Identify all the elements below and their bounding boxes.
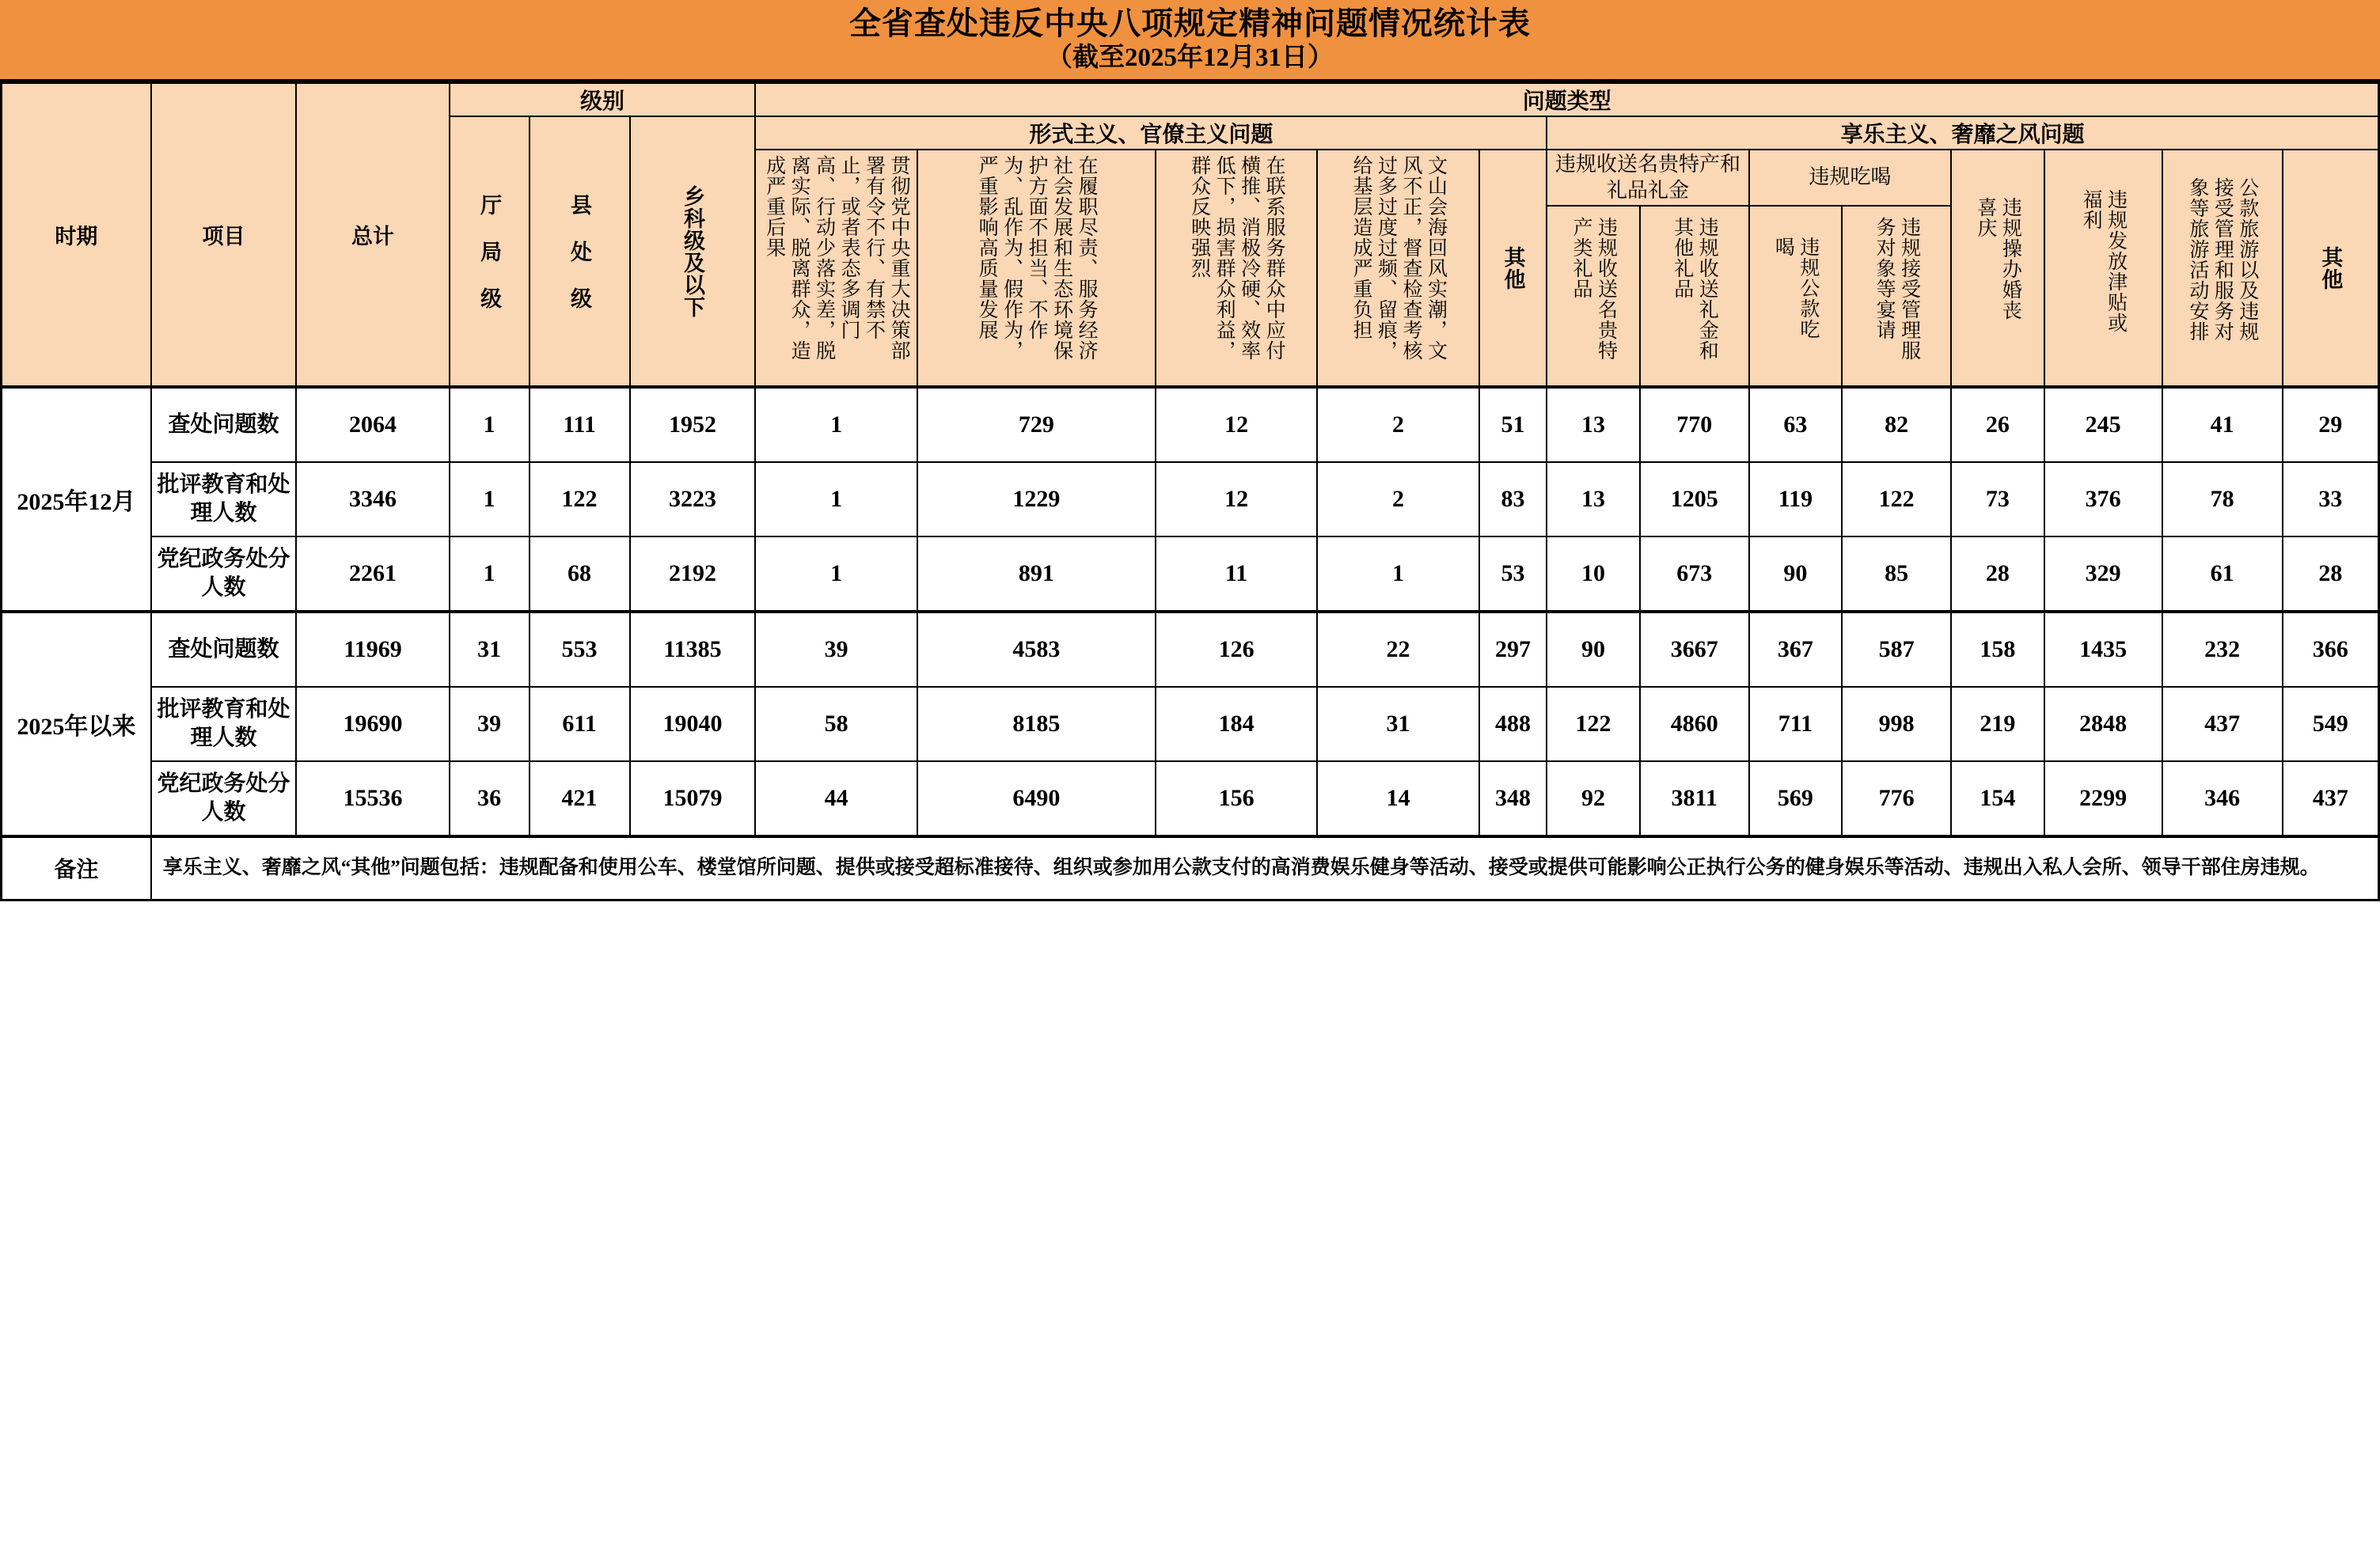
cell-level-2: 11385 [630, 612, 756, 687]
col-header-formalism-1: 贯彻党中央重大决策部署有令不行、有禁不止，或者表态多调门高、行动少落实差，脱离实际、脱离群众，造成严重后果 [755, 150, 917, 387]
cell-hedonism-0: 90 [1547, 612, 1639, 687]
col-header-group-hedonism: 享乐主义、奢靡之风问题 [1547, 116, 2378, 150]
table-footnote-row [2, 836, 2379, 900]
cell-hedonism-7: 29 [2283, 387, 2379, 462]
cell-hedonism-6: 437 [2162, 687, 2283, 761]
row-header-item: 批评教育和处理人数 [151, 687, 297, 761]
cell-hedonism-2: 119 [1749, 462, 1842, 536]
cell-hedonism-7: 437 [2283, 761, 2379, 836]
col-header-item: 项目 [151, 83, 297, 388]
cell-formalism-2: 12 [1156, 462, 1317, 536]
col-header-level-xiang: 乡科级及以下 [630, 116, 756, 387]
cell-hedonism-1: 4860 [1640, 687, 1749, 761]
cell-formalism-3: 31 [1317, 687, 1478, 761]
cell-level-0: 31 [450, 612, 530, 687]
footnote-text: 享乐主义、奢靡之风“其他”问题包括：违规配备和使用公车、楼堂馆所问题、提供或接受超标准接待、组织或参加用公款支付的高消费娱乐健身等活动、接受或提供可能影响公正执行公务的健身娱乐等活动、违规出入私人会所、领导干部住房违规。 [151, 836, 2379, 900]
col-header-gift-cash: 违规收送礼金和其他礼品 [1640, 206, 1749, 387]
col-header-period: 时期 [2, 83, 151, 388]
cell-hedonism-3: 82 [1842, 387, 1951, 462]
col-header-dining-public: 违规公款吃喝 [1749, 206, 1842, 387]
cell-hedonism-6: 41 [2162, 387, 2283, 462]
cell-level-2: 15079 [630, 761, 756, 836]
cell-level-1: 122 [530, 462, 630, 536]
cell-formalism-4: 488 [1479, 687, 1547, 761]
col-header-wedding: 违规操办婚丧喜庆 [1951, 150, 2044, 387]
cell-hedonism-7: 28 [2283, 536, 2379, 612]
cell-hedonism-2: 711 [1749, 687, 1842, 761]
col-header-total: 总计 [296, 83, 449, 388]
cell-total: 19690 [296, 687, 449, 761]
cell-hedonism-0: 92 [1547, 761, 1639, 836]
page-subtitle: （截至2025年12月31日） [1046, 43, 1334, 72]
cell-level-2: 2192 [630, 536, 756, 612]
col-header-group-formalism: 形式主义、官僚主义问题 [755, 116, 1547, 150]
cell-hedonism-3: 122 [1842, 462, 1951, 536]
statistics-table [0, 82, 2380, 887]
cell-formalism-3: 22 [1317, 612, 1478, 687]
cell-hedonism-4: 158 [1951, 612, 2044, 687]
cell-level-0: 39 [450, 687, 530, 761]
cell-hedonism-7: 366 [2283, 612, 2379, 687]
cell-hedonism-2: 90 [1749, 536, 1842, 612]
cell-formalism-2: 12 [1156, 387, 1317, 462]
cell-total: 15536 [296, 761, 449, 836]
cell-formalism-0: 1 [755, 462, 917, 536]
title-banner [0, 0, 2380, 82]
col-header-formalism-4: 文山会海回风实潮，文风不正，督查检查考核过多过度过频、留痕，给基层造成严重负担 [1317, 150, 1478, 387]
col-header-dining-banquet: 违规接受管理服务对象等宴请 [1842, 206, 1951, 387]
cell-total: 11969 [296, 612, 449, 687]
col-header-formalism-2: 在履职尽责、服务经济社会发展和生态环境保护方面不担当、不作为、乱作为、假作为，严重影响高质量发展 [917, 150, 1156, 387]
table-row [2, 761, 2379, 836]
col-header-allowance: 违规发放津贴或福利 [2044, 150, 2162, 387]
cell-formalism-2: 126 [1156, 612, 1317, 687]
col-header-level-ting: 厅 局 级 [450, 116, 530, 387]
cell-level-0: 1 [450, 536, 530, 612]
table-row [2, 687, 2379, 761]
col-header-problem-type: 问题类型 [755, 83, 2378, 117]
cell-formalism-4: 83 [1479, 462, 1547, 536]
cell-formalism-4: 348 [1479, 761, 1547, 836]
row-header-item: 党纪政务处分人数 [151, 536, 297, 612]
cell-level-0: 1 [450, 387, 530, 462]
cell-formalism-2: 11 [1156, 536, 1317, 612]
col-header-gift-group: 违规收送名贵特产和礼品礼金 [1547, 150, 1748, 206]
row-header-item: 党纪政务处分人数 [151, 761, 297, 836]
cell-hedonism-1: 3811 [1640, 761, 1749, 836]
cell-hedonism-5: 2299 [2044, 761, 2162, 836]
cell-formalism-0: 39 [755, 612, 917, 687]
cell-hedonism-3: 85 [1842, 536, 1951, 612]
cell-level-1: 553 [530, 612, 630, 687]
cell-hedonism-0: 13 [1547, 387, 1639, 462]
cell-level-2: 1952 [630, 387, 756, 462]
cell-hedonism-3: 587 [1842, 612, 1951, 687]
cell-hedonism-6: 346 [2162, 761, 2283, 836]
cell-hedonism-7: 33 [2283, 462, 2379, 536]
row-header-item: 查处问题数 [151, 612, 297, 687]
cell-hedonism-4: 28 [1951, 536, 2044, 612]
cell-formalism-4: 53 [1479, 536, 1547, 612]
cell-formalism-1: 4583 [917, 612, 1156, 687]
col-header-travel: 公款旅游以及违规接受管理和服务对象等旅游活动安排 [2162, 150, 2283, 387]
cell-formalism-0: 1 [755, 387, 917, 462]
cell-formalism-0: 58 [755, 687, 917, 761]
cell-level-0: 36 [450, 761, 530, 836]
cell-formalism-3: 2 [1317, 462, 1478, 536]
cell-hedonism-0: 13 [1547, 462, 1639, 536]
cell-hedonism-1: 673 [1640, 536, 1749, 612]
cell-level-2: 3223 [630, 462, 756, 536]
cell-formalism-2: 156 [1156, 761, 1317, 836]
cell-hedonism-4: 154 [1951, 761, 2044, 836]
cell-formalism-1: 6490 [917, 761, 1156, 836]
cell-formalism-1: 891 [917, 536, 1156, 612]
cell-hedonism-3: 776 [1842, 761, 1951, 836]
cell-hedonism-0: 122 [1547, 687, 1639, 761]
cell-hedonism-4: 26 [1951, 387, 2044, 462]
cell-total: 2261 [296, 536, 449, 612]
col-header-formalism-other: 其他 [1479, 150, 1547, 387]
col-header-hedonism-other: 其他 [2283, 150, 2379, 387]
table-row [2, 462, 2379, 536]
cell-formalism-4: 297 [1479, 612, 1547, 687]
cell-hedonism-5: 1435 [2044, 612, 2162, 687]
row-header-period-1: 2025年以来 [2, 612, 151, 836]
table-row [2, 612, 2379, 687]
footnote-label: 备注 [2, 836, 151, 900]
cell-hedonism-5: 2848 [2044, 687, 2162, 761]
cell-hedonism-2: 569 [1749, 761, 1842, 836]
cell-hedonism-2: 63 [1749, 387, 1842, 462]
row-header-item: 查处问题数 [151, 387, 297, 462]
cell-formalism-1: 1229 [917, 462, 1156, 536]
cell-total: 3346 [296, 462, 449, 536]
cell-formalism-3: 2 [1317, 387, 1478, 462]
cell-level-1: 111 [530, 387, 630, 462]
table-header [2, 83, 2379, 388]
cell-formalism-1: 8185 [917, 687, 1156, 761]
cell-hedonism-4: 219 [1951, 687, 2044, 761]
cell-level-1: 421 [530, 761, 630, 836]
cell-hedonism-5: 329 [2044, 536, 2162, 612]
cell-level-1: 611 [530, 687, 630, 761]
cell-hedonism-0: 10 [1547, 536, 1639, 612]
cell-formalism-3: 14 [1317, 761, 1478, 836]
table-row [2, 387, 2379, 462]
col-header-formalism-3: 在联系服务群众中应付横推、消极冷硬、效率低下，损害群众利益，群众反映强烈 [1156, 150, 1317, 387]
cell-hedonism-1: 770 [1640, 387, 1749, 462]
cell-level-2: 19040 [630, 687, 756, 761]
page-title: 全省查处违反中央八项规定精神问题情况统计表 [849, 6, 1531, 42]
header-row-groups [2, 83, 2379, 117]
cell-formalism-0: 44 [755, 761, 917, 836]
cell-hedonism-1: 3667 [1640, 612, 1749, 687]
col-header-level-xian: 县 处 级 [530, 116, 630, 387]
cell-total: 2064 [296, 387, 449, 462]
cell-hedonism-5: 245 [2044, 387, 2162, 462]
table-row [2, 536, 2379, 612]
cell-hedonism-3: 998 [1842, 687, 1951, 761]
cell-hedonism-5: 376 [2044, 462, 2162, 536]
row-header-item: 批评教育和处理人数 [151, 462, 297, 536]
row-header-period-0: 2025年12月 [2, 387, 151, 612]
cell-hedonism-6: 78 [2162, 462, 2283, 536]
cell-formalism-2: 184 [1156, 687, 1317, 761]
cell-level-1: 68 [530, 536, 630, 612]
table-body [2, 387, 2379, 900]
cell-formalism-0: 1 [755, 536, 917, 612]
cell-hedonism-6: 232 [2162, 612, 2283, 687]
cell-hedonism-4: 73 [1951, 462, 2044, 536]
col-header-dining-group: 违规吃喝 [1749, 150, 1951, 206]
cell-formalism-1: 729 [917, 387, 1156, 462]
col-header-level-group: 级别 [450, 83, 756, 117]
cell-level-0: 1 [450, 462, 530, 536]
cell-hedonism-1: 1205 [1640, 462, 1749, 536]
cell-formalism-4: 51 [1479, 387, 1547, 462]
col-header-gift-specialty: 违规收送名贵特产类礼品 [1547, 206, 1639, 387]
cell-hedonism-6: 61 [2162, 536, 2283, 612]
cell-hedonism-2: 367 [1749, 612, 1842, 687]
cell-hedonism-7: 549 [2283, 687, 2379, 761]
cell-formalism-3: 1 [1317, 536, 1478, 612]
